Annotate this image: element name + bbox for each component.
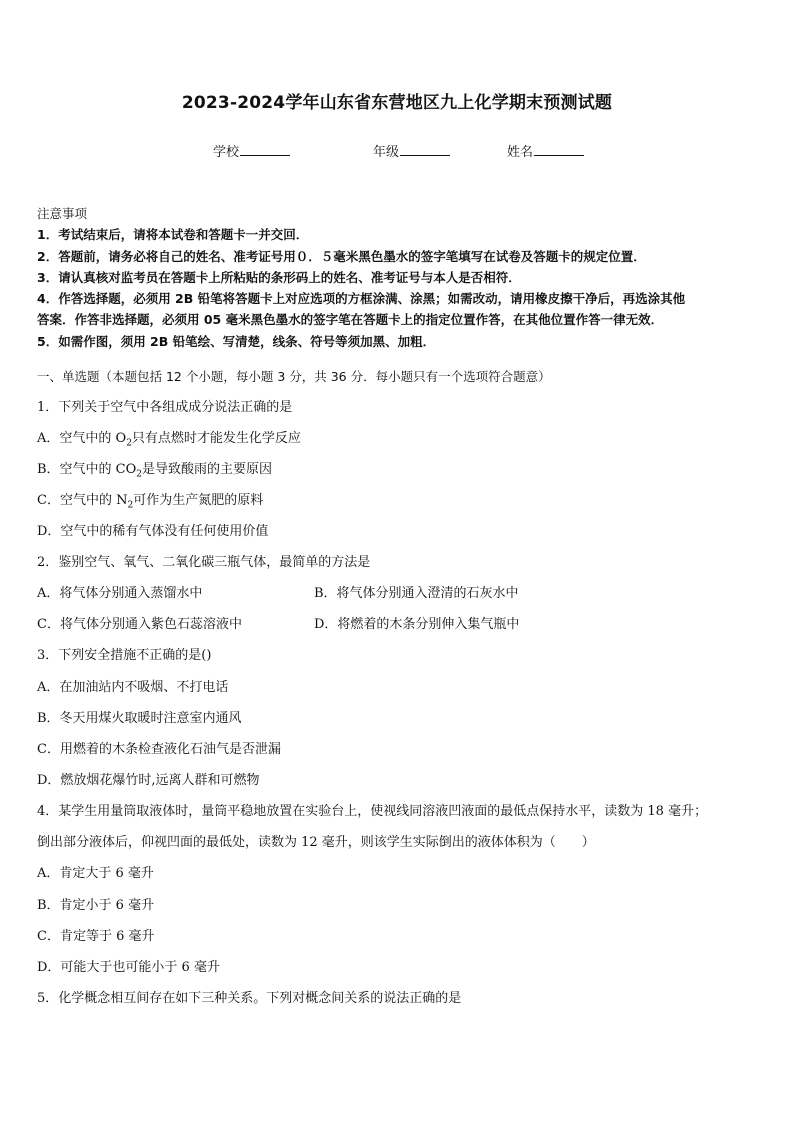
question-3-stem: 3．下列安全措施不正确的是(): [37, 648, 212, 663]
school-blank[interactable]: [240, 142, 290, 156]
q3-option-c[interactable]: C．用燃着的木条检查液化石油气是否泄漏: [37, 742, 281, 757]
note-item: 3．请认真核对监考员在答题卡上所粘贴的条形码上的姓名、准考证号与本人是否相符．: [37, 269, 521, 285]
note-item: 2．答题前，请务必将自己的姓名、准考证号用０．５毫米黑色墨水的签字笔填写在试卷及答题卡的规定位置．: [37, 248, 646, 264]
notes-block: [37, 203, 762, 352]
q1-c-text: C．空气中的 N: [37, 493, 128, 508]
q2-option-c[interactable]: C．将气体分别通入紫色石蕊溶液中: [37, 617, 242, 632]
q3-option-a[interactable]: A．在加油站内不吸烟、不打电话: [37, 680, 229, 695]
q1-option-d[interactable]: D．空气中的稀有气体没有任何使用价值: [37, 524, 269, 539]
note-item: 1．考试结束后，请将本试卷和答题卡一并交回．: [37, 227, 309, 243]
student-info-row: [0, 141, 794, 159]
grade-label: 年级: [373, 145, 400, 160]
question-1-stem: 1．下列关于空气中各组成成分说法正确的是: [37, 400, 293, 415]
q1-option-c[interactable]: [37, 489, 264, 511]
section-heading: 一、单选题（本题包括 12 个小题，每小题 3 分，共 36 分．每小题只有一个选项符合题意）: [37, 369, 551, 384]
q3-option-d[interactable]: D．燃放烟花爆竹时,远离人群和可燃物: [37, 773, 260, 788]
q1-option-a[interactable]: [37, 427, 301, 449]
q1-b-text-end: 是导致酸雨的主要原因: [142, 462, 273, 477]
page-title: 2023-2024学年山东省东营地区九上化学期末预测试题: [181, 93, 613, 113]
name-blank[interactable]: [534, 142, 584, 156]
name-label: 姓名: [507, 145, 534, 160]
name-field[interactable]: [507, 141, 584, 160]
question-4-stem: 4．某学生用量筒取液体时，量筒平稳地放置在实验台上，使视线同溶液凹液面的最低点保持水平，读数为 18 毫升；: [37, 804, 708, 819]
question-5-stem: 5．化学概念相互间存在如下三种关系。下列对概念间关系的说法正确的是: [37, 991, 462, 1006]
grade-blank[interactable]: [400, 142, 450, 156]
question-4-stem-cont: 倒出部分液体后，仰视凹面的最低处，读数为 12 毫升，则该学生实际倒出的液体体积为（ ）: [37, 835, 595, 850]
q4-option-c[interactable]: C．肯定等于 6 毫升: [37, 929, 155, 944]
q3-option-b[interactable]: B．冬天用煤火取暖时注意室内通风: [37, 711, 242, 726]
note-item: 5．如需作图，须用 2B 铅笔绘、写清楚，线条、符号等须加黑、加粗．: [37, 333, 436, 349]
q1-c-text-end: 可作为生产氮肥的原料: [133, 493, 264, 508]
q4-option-b[interactable]: B．肯定小于 6 毫升: [37, 898, 155, 913]
q4-option-a[interactable]: A．肯定大于 6 毫升: [37, 866, 154, 881]
grade-field[interactable]: [373, 141, 450, 160]
q2-option-b[interactable]: B．将气体分别通入澄清的石灰水中: [314, 586, 519, 601]
q1-c-sub: 2: [127, 500, 134, 511]
q2-option-a[interactable]: A．将气体分别通入蒸馏水中: [37, 586, 203, 601]
q1-b-sub: 2: [136, 469, 143, 480]
note-item: 答案．作答非选择题，必须用 05 毫米黑色墨水的签字笔在答题卡上的指定位置作答，在其他位置作答一律无效．: [37, 312, 664, 328]
note-item: 4．作答选择题，必须用 2B 铅笔将答题卡上对应选项的方框涂满、涂黑；如需改动，请用橡皮擦干净后，再选涂其他: [37, 291, 686, 307]
q1-option-b[interactable]: [37, 458, 273, 480]
question-2-stem: 2．鉴别空气、氧气、二氧化碳三瓶气体，最简单的方法是: [37, 555, 371, 570]
q1-a-sub: 2: [126, 438, 132, 449]
q4-option-d[interactable]: D．可能大于也可能小于 6 毫升: [37, 960, 220, 975]
q1-a-text-end: 只有点燃时才能发生化学反应: [131, 431, 301, 446]
school-field[interactable]: [213, 141, 290, 160]
q1-b-text: B．空气中的 CO: [37, 462, 137, 477]
q1-a-text: A．空气中的 O: [37, 431, 127, 446]
q2-option-d[interactable]: D．将燃着的木条分别伸入集气瓶中: [314, 617, 520, 632]
school-label: 学校: [213, 145, 240, 160]
notes-heading: 注意事项: [37, 206, 88, 221]
